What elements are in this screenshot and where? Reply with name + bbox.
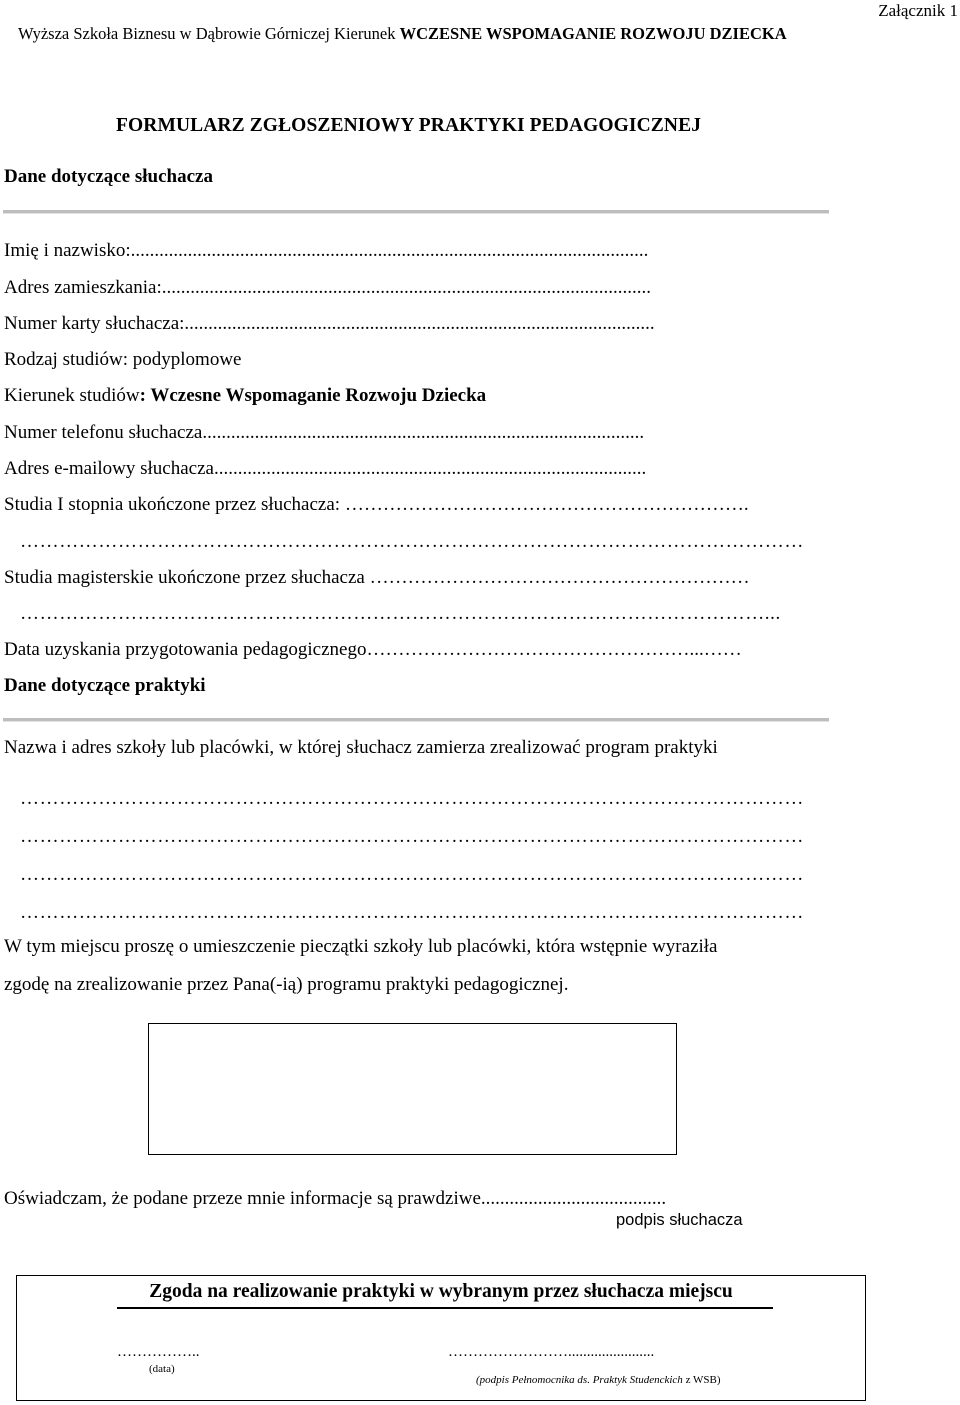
masters-field[interactable]: Studia magisterskie ukończone przez słuchacza ……………………………………………………	[4, 567, 750, 588]
consent-title-underline	[117, 1307, 773, 1309]
name-field[interactable]: Imię i nazwisko:.............................................................................................................	[4, 240, 649, 261]
email-field[interactable]: Adres e-mailowy słuchacza...........................................................................................	[4, 458, 647, 479]
phone-field[interactable]: Numer telefonu słuchacza.............................................................................................	[4, 422, 645, 443]
document-header	[18, 24, 787, 44]
study-direction	[4, 385, 486, 407]
first-degree-field[interactable]: Studia I stopnia ukończone przez słuchacza: ……………………………………………………….	[4, 494, 749, 515]
stamp-request-text: W tym miejscu proszę o umieszczenie pieczątki szkoły lub placówki, która wstępnie wyraziła	[4, 936, 718, 957]
consent-date-field[interactable]: ……………..	[117, 1344, 200, 1360]
institution-line-1[interactable]: …………………………………………………………………………………………………………	[20, 788, 804, 809]
institution-line-2[interactable]: …………………………………………………………………………………………………………	[20, 826, 804, 847]
consent-title: Zgoda na realizowanie praktyki w wybranym przez słuchacza miejscu	[149, 1281, 733, 1302]
stamp-request-text-2: zgodę na zrealizowanie przez Pana(-ią) programu praktyki pedagogicznej.	[4, 974, 569, 995]
study-type: Rodzaj studiów: podyplomowe	[4, 349, 242, 370]
study-direction-value: : Wczesne Wspomaganie Rozwoju Dziecka	[139, 385, 487, 406]
first-degree-continuation[interactable]: …………………………………………………………………………………………………………	[20, 531, 804, 552]
card-number-field[interactable]: Numer karty słuchacza:...................................................................................................	[4, 313, 655, 334]
consent-box	[16, 1275, 866, 1401]
consent-signature-field[interactable]: …………………….......................	[448, 1344, 655, 1360]
form-title: FORMULARZ ZGŁOSZENIOWY PRAKTYKI PEDAGOGICZNEJ	[116, 115, 702, 136]
institution-label: Nazwa i adres szkoły lub placówki, w której słuchacz zamierza zrealizować program praktyki	[4, 737, 718, 758]
program-name: WCZESNE WSPOMAGANIE ROZWOJU DZIECKA	[399, 24, 787, 43]
school-name: Wyższa Szkoła Biznesu w Dąbrowie Górniczej Kierunek	[18, 24, 400, 43]
practice-section-heading: Dane dotyczące praktyki	[4, 675, 206, 696]
student-signature-caption: podpis słuchacza	[616, 1211, 743, 1229]
pedagogical-date-field[interactable]: Data uzyskania przygotowania pedagogicznego……………………………………………...……	[4, 639, 742, 660]
consent-signature-caption-tail: z WSB)	[682, 1374, 721, 1386]
section-divider	[3, 210, 829, 214]
masters-continuation[interactable]: ……………………………………………………………………………………………………...	[20, 603, 781, 624]
institution-line-3[interactable]: …………………………………………………………………………………………………………	[20, 864, 804, 885]
address-field[interactable]: Adres zamieszkania:.......................................................................................................	[4, 277, 651, 298]
consent-signature-caption-main: (podpis Pełnomocnika ds. Praktyk Studenckich	[476, 1374, 683, 1386]
institution-line-4[interactable]: …………………………………………………………………………………………………………	[20, 902, 804, 923]
attachment-label: Załącznik 1	[878, 1, 958, 20]
student-section-heading: Dane dotyczące słuchacza	[4, 166, 213, 187]
section-divider	[3, 718, 829, 722]
declaration-text[interactable]: Oświadczam, że podane przeze mnie informacje są prawdziwe.......................................	[4, 1188, 667, 1209]
consent-signature-caption	[476, 1370, 721, 1388]
stamp-box[interactable]	[148, 1023, 677, 1155]
consent-date-caption: (data)	[149, 1363, 175, 1375]
study-direction-label: Kierunek studiów	[4, 385, 140, 406]
